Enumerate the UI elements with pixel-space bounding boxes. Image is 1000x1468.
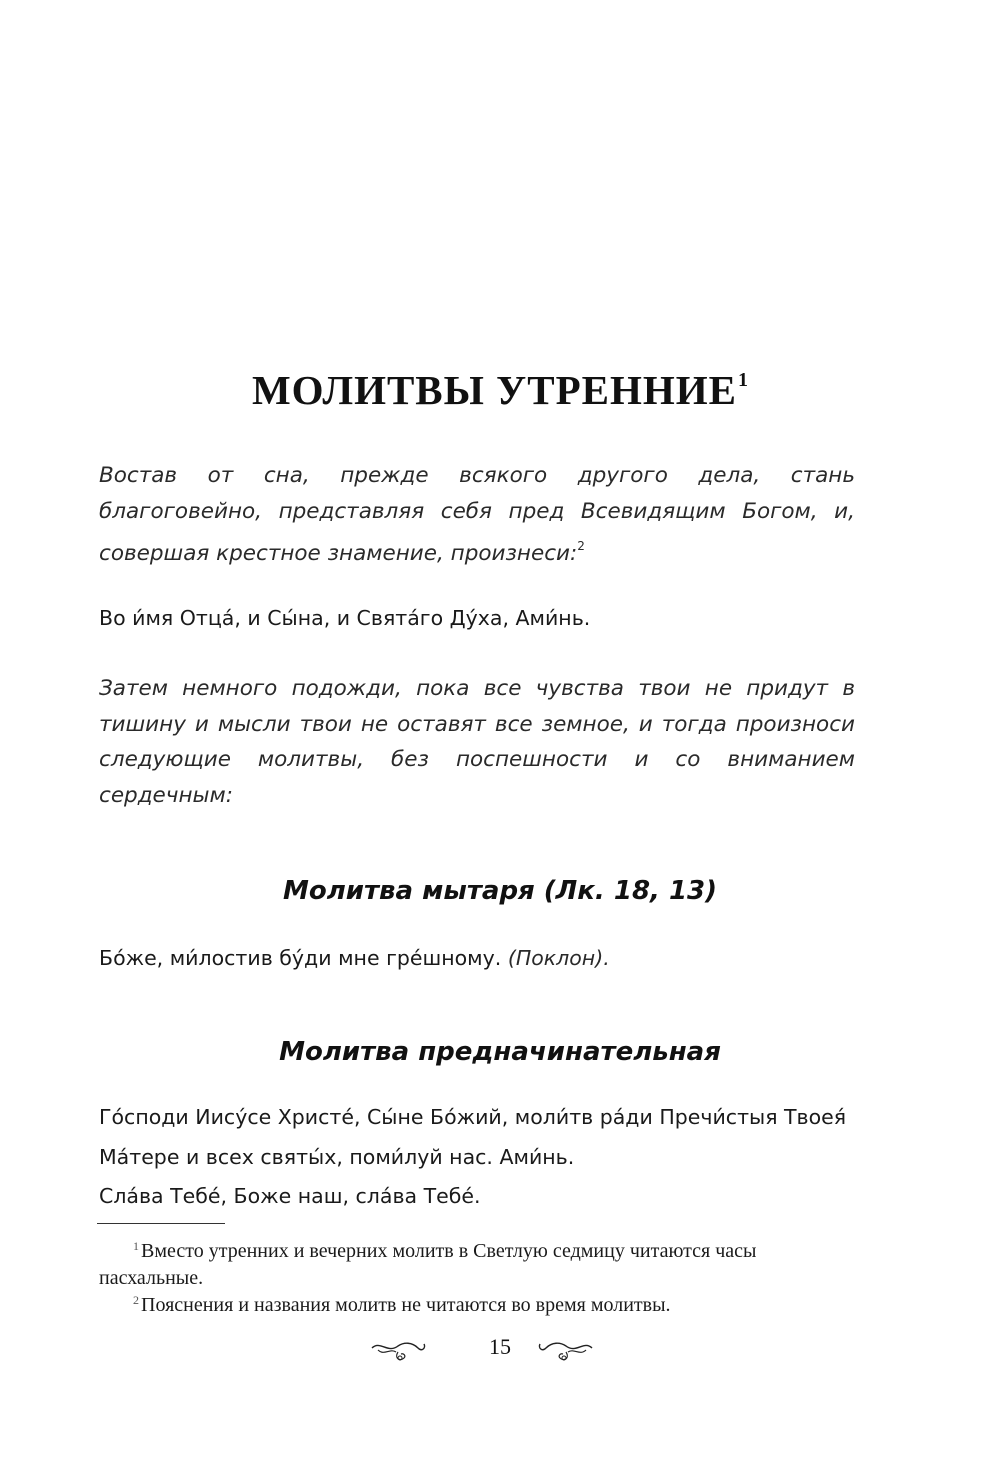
prayer-text-publican — [99, 938, 855, 978]
footnote-1 — [99, 1233, 855, 1292]
page-title-text: МОЛИТВЫ УТРЕННИЕ — [251, 367, 738, 413]
page-title — [0, 352, 1000, 418]
intro-text: Востав от сна, прежде всякого другого дела, стань благоговейно, представляя себя пред Всевидящим Богом, и, совершая крестное знамение, произнеси: — [99, 463, 855, 567]
footnote-2-text: Пояснения и названия молитв не читаются во время молитвы. — [141, 1294, 671, 1316]
prayer-text-glory: Сла́ва Тебе́, Боже наш, сла́ва Тебе́. — [99, 1184, 481, 1208]
intro-footnote-mark[interactable]: 2 — [577, 539, 585, 554]
instruction-paragraph: Затем немного подожди, пока все чувства твои не придут в тишину и мысли твои не оставят все земное, и тогда произноси следующие молитвы, без поспешности и со вниманием сердечным: — [99, 676, 855, 808]
footnote-2-mark: 2 — [133, 1293, 139, 1307]
footnote-2 — [99, 1287, 855, 1319]
prayer-heading-publican: Молитва мытаря (Лк. 18, 13) — [282, 876, 718, 906]
prayer-publican-body: Бо́же, ми́лостив бу́ди мне гре́шному. — [99, 946, 502, 970]
page-number: 15 — [489, 1334, 511, 1359]
prayer-heading-initial: Молитва предначинательная — [279, 1037, 721, 1067]
intro-paragraph — [99, 458, 855, 572]
page-footer — [0, 1330, 1000, 1370]
footnote-divider — [97, 1223, 225, 1224]
prayer-text-initial: Го́споди Иису́се Христе́, Сы́не Бо́жий, моли́тв ра́ди Пречи́стыя Твоея́ Ма́тере и всех святы́х, поми́луй нас. Ами́нь. — [99, 1105, 847, 1169]
invocation-text: Во и́мя Отца́, и Сы́на, и Свята́го Ду́ха, Ами́нь. — [99, 606, 591, 630]
title-footnote-mark[interactable]: 1 — [738, 369, 749, 391]
right-ornament-icon — [536, 1336, 594, 1366]
footnote-1-text: Вместо утренних и вечерних молитв в Светлую седмицу читаются часы пасхальные. — [99, 1240, 757, 1289]
prayer-publican-note: (Поклон). — [507, 946, 610, 970]
footnote-1-mark: 1 — [133, 1239, 139, 1253]
